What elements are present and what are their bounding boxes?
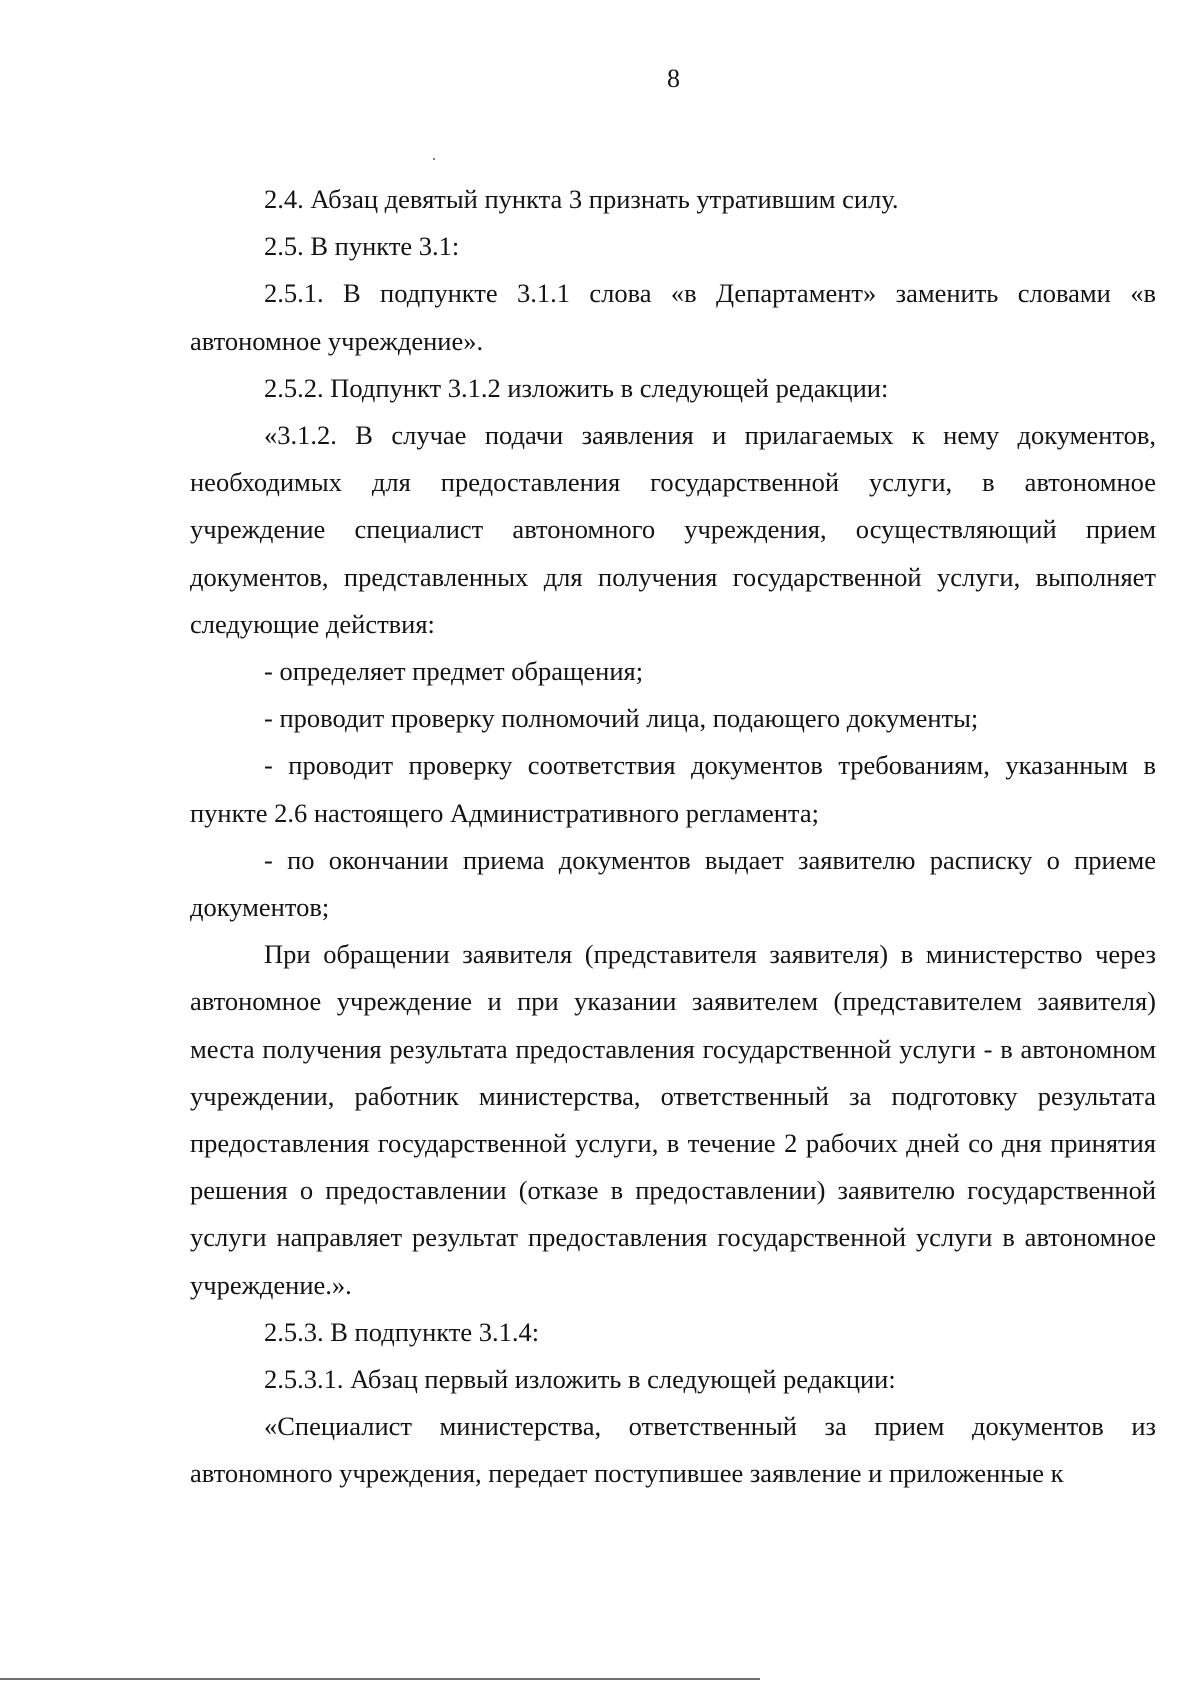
paragraph-applicant-appeal: При обращении заявителя (представителя заявителя) в министерство через автономное учреждение и при указании заявителем (представителем заявителя) места получения результата предоставления государственной услуги - в автономном учреждении, работник министерства, ответственный за подготовку результата предоставления государственной услуги, в течение 2 рабочих дней со дня принятия решения о предоставлении (отказе в предоставлении) заявителю государственной услуги направляет результат предоставления государственной услуги в автономное учреждение.». [190,939,1156,1300]
paragraph-2-5-3: 2.5.3. В подпункте 3.1.4: [264,1316,540,1347]
list-item-authority-check: - проводит проверку полномочий лица, подающего документы; [264,703,979,734]
scan-speck [433,158,435,160]
list-item-receipt: - по окончании приема документов выдает заявителю расписку о приеме документов; [190,844,1156,923]
paragraph-2-4: 2.4. Абзац девятый пункта 3 признать утратившим силу. [264,184,899,214]
bottom-divider [0,1678,760,1680]
list-item-compliance-check: - проводит проверку соответствия документов требованиям, указанным в пункте 2.6 настоящего Административного регламента; [190,750,1156,828]
paragraph-2-5: 2.5. В пункте 3.1: [264,231,460,262]
page-number: 8 [667,64,680,93]
paragraph-2-5-3-1: 2.5.3.1. Абзац первый изложить в следующей редакции: [264,1364,896,1395]
list-item-subject: - определяет предмет обращения; [264,656,644,687]
paragraph-3-1-2-quote: «3.1.2. В случае подачи заявления и прилагаемых к нему документов, необходимых для предоставления государственной услуги, в автономное учреждение специалист автономного учреждения, осуществляющий прием документов, представленных для получения государственной услуги, выполняет следующие действия: [190,420,1156,639]
paragraph-specialist-quote: «Специалист министерства, ответственный за прием документов из автономного учреждения, передает поступившее заявление и приложенные к [190,1411,1156,1489]
paragraph-2-5-2: 2.5.2. Подпункт 3.1.2 изложить в следующей редакции: [264,372,889,403]
paragraph-2-5-1: 2.5.1. В подпункте 3.1.1 слова «в Департамент» заменить словами «в автономное учреждение». [190,278,1156,356]
document-body [190,176,1156,1498]
